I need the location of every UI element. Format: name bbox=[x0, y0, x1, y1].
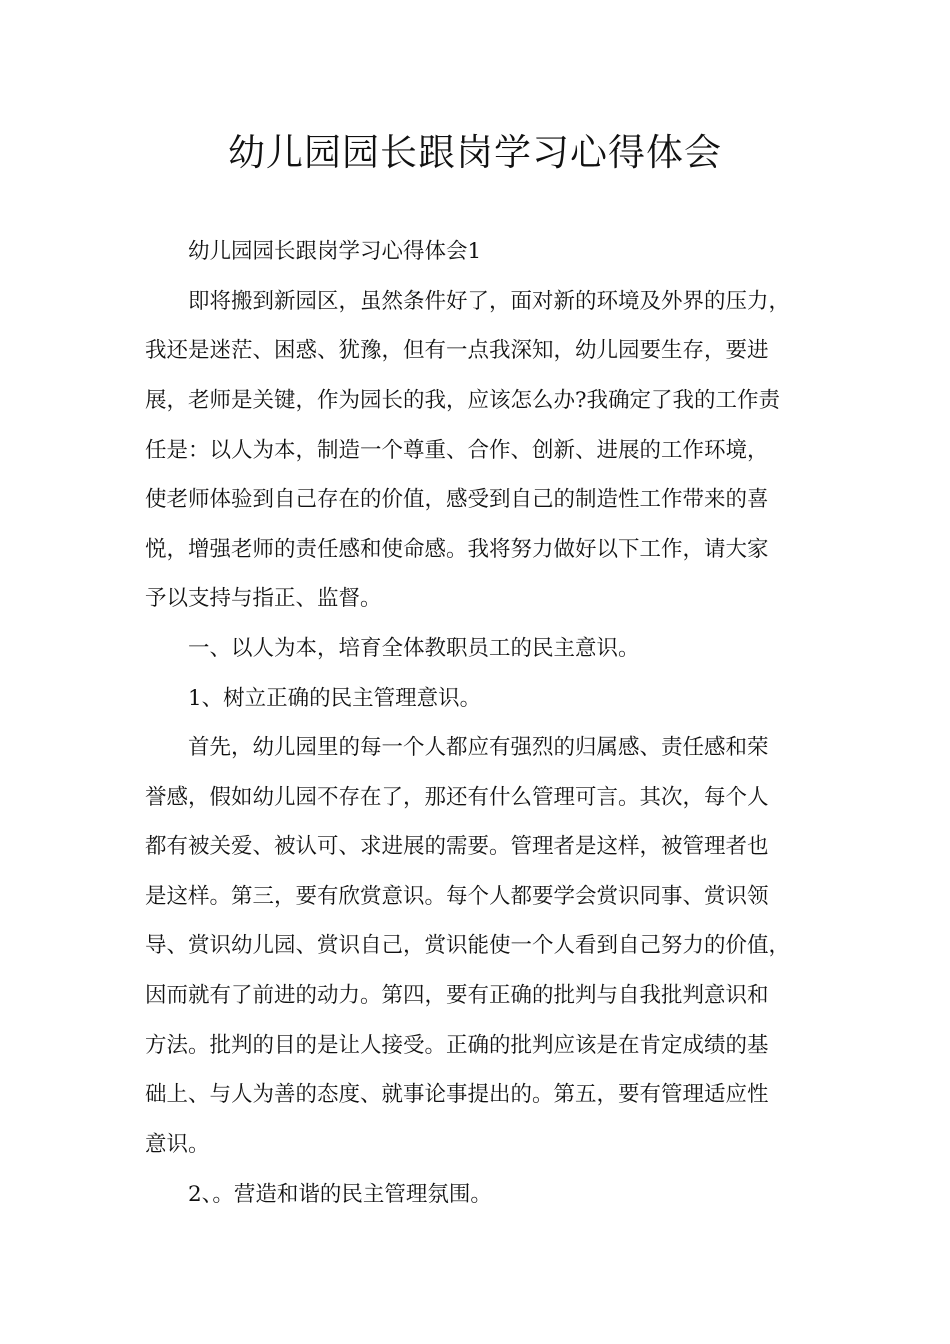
section-heading: 一、以人为本，培育全体教职员工的民主意识。 bbox=[188, 636, 640, 661]
subsection-heading: 1、树立正确的民主管理意识。 bbox=[188, 686, 482, 711]
paragraph-line: 首先，幼儿园里的每一个人都应有强烈的归属感、责任感和荣 bbox=[188, 735, 769, 760]
document-title: 幼儿园园长跟岗学习心得体会 bbox=[228, 131, 722, 174]
paragraph-line: 展，老师是关键，作为园长的我，应该怎么办?我确定了我的工作责 bbox=[145, 388, 781, 413]
paragraph-line: 意识。 bbox=[145, 1132, 210, 1157]
paragraph-line: 誉感，假如幼儿园不存在了，那还有什么管理可言。其次，每个人 bbox=[145, 785, 769, 810]
paragraph-line: 都有被关爱、被认可、求进展的需要。管理者是这样，被管理者也 bbox=[145, 834, 769, 859]
subsection-heading: 2、。营造和谐的民主管理氛围。 bbox=[188, 1182, 492, 1207]
paragraph-line: 我还是迷茫、困惑、犹豫，但有一点我深知，幼儿园要生存，要进 bbox=[145, 338, 769, 363]
paragraph-line: 因而就有了前进的动力。第四，要有正确的批判与自我批判意识和 bbox=[145, 983, 769, 1008]
paragraph-line: 是这样。第三，要有欣赏意识。每个人都要学会赏识同事、赏识领 bbox=[145, 884, 769, 909]
paragraph-line: 础上、与人为善的态度、就事论事提出的。第五，要有管理适应性 bbox=[145, 1082, 769, 1107]
section-subtitle: 幼儿园园长跟岗学习心得体会1 bbox=[188, 239, 482, 264]
paragraph-line: 任是：以人为本，制造一个尊重、合作、创新、进展的工作环境， bbox=[145, 438, 769, 463]
paragraph-line: 即将搬到新园区，虽然条件好了，面对新的环境及外界的压力， bbox=[188, 289, 791, 314]
paragraph-line: 悦，增强老师的责任感和使命感。我将努力做好以下工作，请大家 bbox=[145, 537, 769, 562]
paragraph-line: 导、赏识幼儿园、赏识自己，赏识能使一个人看到自己努力的价值， bbox=[145, 933, 791, 958]
paragraph-line: 方法。批判的目的是让人接受。正确的批判应该是在肯定成绩的基 bbox=[145, 1033, 769, 1058]
paragraph-line: 予以支持与指正、监督。 bbox=[145, 586, 382, 611]
paragraph-line: 使老师体验到自己存在的价值，感受到自己的制造性工作带来的喜 bbox=[145, 487, 769, 512]
